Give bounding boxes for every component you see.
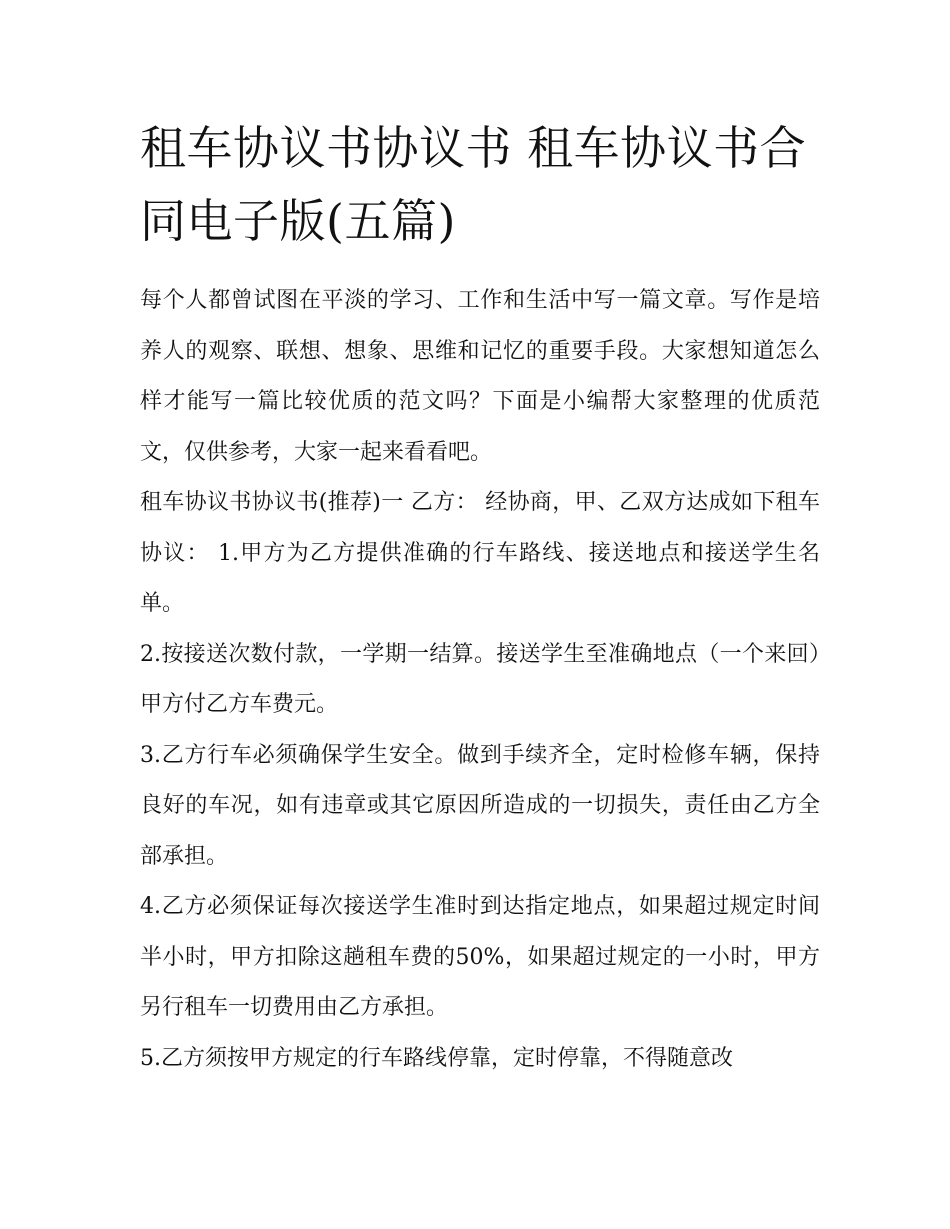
paragraph-clause-5: 5.乙方须按甲方规定的行车路线停靠，定时停靠，不得随意改 (140, 1045, 733, 1071)
paragraph-agreement-clause-1: 租车协议书协议书(推荐)一 乙方： 经协商，甲、乙双方达成如下租车协议： 1.甲方为乙方提供准确的行车路线、接送地点和接送学生名单。 (140, 490, 820, 616)
paragraph-clause-3: 3.乙方行车必须确保学生安全。做到手续齐全，定时检修车辆，保持良好的车况，如有违章或其它原因所造成的一切损失，责任由乙方全部承担。 (140, 742, 820, 869)
paragraph-clause-2: 2.按接送次数付款，一学期一结算。接送学生至准确地点（一个来回）甲方付乙方车费元。 (140, 641, 820, 717)
paragraph-clause-4: 4.乙方必须保证每次接送学生准时到达指定地点，如果超过规定时间半小时，甲方扣除这趟租车费的50%，如果超过规定的一小时，甲方另行租车一切费用由乙方承担。 (140, 894, 820, 1020)
document-title: 租车协议书协议书 租车协议书合同电子版(五篇) (140, 121, 807, 248)
document-body (140, 276, 820, 1084)
paragraph-intro: 每个人都曾试图在平淡的学习、工作和生活中写一篇文章。写作是培养人的观察、联想、想象、思维和记忆的重要手段。大家想知道怎么样才能写一篇比较优质的范文吗？下面是小编帮大家整理的优质范文，仅供参考，大家一起来看看吧。 (140, 288, 820, 465)
